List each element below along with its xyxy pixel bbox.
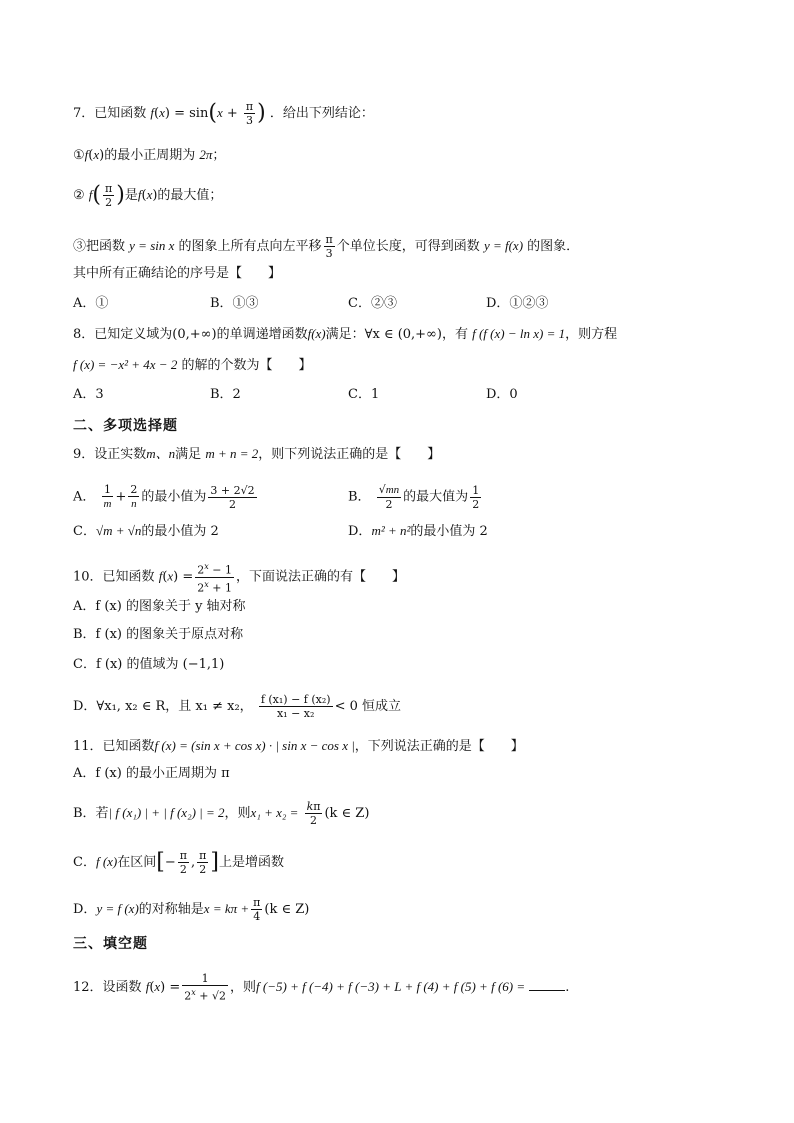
c2-text: 是 [124,188,138,203]
q11-c-frac2: $\frac{\pi}{2}$ [199,849,207,876]
q9-option-d [348,522,488,541]
q11-c-label: C． [73,855,96,870]
q7-conclusion-1: ①f(x)的最小正周期为 2π； [73,147,226,163]
q7-stem-text: 7．已知函数 [73,106,147,121]
c3-text: ③把函数 [73,239,126,254]
q11-stem [73,737,524,756]
q12-text: 12．设函数 [73,979,142,995]
q9-d-text: 的最小值为 2 [410,524,488,539]
q9-d-expr: m² + n² [371,523,411,538]
q9-b-label: B． [348,489,371,505]
q10-option-b: B．f (x) 的图象关于原点对称 [73,627,244,642]
q9-vars: m、n [146,446,176,461]
q8-cond: f (f (x) − ln x) = 1 [472,326,566,341]
q8-text: 8．已知定义域为 [73,327,173,342]
q12-text2: ，则 [230,979,257,995]
q9-d-label: D． [348,524,372,539]
section-heading-multi: 二、多项选择题 [73,418,178,434]
c1-text: 的最小正周期为 [104,148,196,163]
q11-option-d [73,896,309,923]
q11-d-kz: (k ∈ Z) [264,902,310,917]
q11-d-label: D． [73,902,97,917]
q10-text: 10．已知函数 [73,569,155,585]
q9-option-c [73,522,219,541]
q9-b-text: 的最大值为 [403,489,469,505]
q7-option-d: D．①②③ [486,296,549,311]
c1-end: ； [212,148,226,163]
q7-func: f [150,105,155,120]
q9-text3: ，则下列说法正确的是【 】 [258,447,441,462]
q11-option-a: A．f (x) 的最小正周期为 π [73,766,230,781]
q10-option-d [73,693,401,720]
q8-option-b: B．2 [210,387,241,402]
q9-option-b [348,483,483,511]
q7-conclusion-3 [73,233,579,260]
c3-text2: 的图象上所有点向左平移 [178,239,322,254]
q8-option-d: D．0 [486,387,518,402]
q10-option-c: C．f (x) 的值域为 (−1,1) [73,657,225,672]
q11-option-c: C．f (x)在区间[− $\frac{\pi}{2}$ , $\frac{\pi}{2}$ ]上是增函数 [73,849,284,876]
q8-domain: (0,+∞) [172,327,217,342]
q11-b-text: B．若 [73,806,109,821]
q9-b-frac: $\frac{√mn}{2}$ [378,483,400,511]
circled-1: ① [73,148,85,163]
q12-sum: f (−5) + f (−4) + f (−3) + L + f (4) + f (5) + f (6) = [256,978,526,994]
q11-c-fx: f (x) [95,854,118,869]
q8-text2: 的单调递增函数 [216,327,308,342]
q12-frac: $\frac{1}{2^x + √2}$ [184,972,227,1003]
q9-c-expr: √m + √n [95,523,142,538]
q7-stem: 7．已知函数 f(x) = sin(x + $\frac{\pi}{3}$ ) ．给出下列结论： [73,100,374,127]
q9-c-label: C． [73,524,96,539]
q9-a-text: 的最小值为 [141,489,207,505]
q10-d-text: D．∀x₁, x₂ ∈ R，且 x₁ ≠ x₂， [73,699,253,714]
c3-sinx: y = sin x [129,238,175,253]
q11-c-text2: 上是增函数 [218,855,284,870]
q9-stem [73,445,440,464]
q9-text: 9．设正实数 [73,447,147,462]
q8-text4: ，则方程 [565,327,618,342]
q10-d-frac: $\frac{\text{f (x₁) − f (x₂)}}{\text{x₁ − x₂}}$ [260,693,331,720]
q10-option-a: A．f (x) 的图象关于 y 轴对称 [73,599,246,614]
q10-frac: $\frac{2^x - 1}{2^x + 1}$ [197,562,233,595]
q11-d-fx: y = f (x) [96,901,139,916]
q11-b-text2: ，则 [224,806,251,821]
q9-cond: m + n = 2 [205,446,259,461]
c3-frac: $\frac{\pi}{3}$ [325,233,333,260]
c2-text2: 的最大值； [157,188,223,203]
q10-text2: ，下面说法正确的有【 】 [236,569,406,585]
q9-text2: 满足 [175,447,202,462]
q11-text: 11．已知函数 [73,739,155,754]
q12-answer-blank[interactable] [529,978,565,991]
q8-option-c: C．1 [348,387,380,402]
c3-fx: y = f(x) [483,238,524,253]
q11-b-sum: x₁ + x₂ = [250,805,299,820]
q7-option-c: C．②③ [348,296,397,311]
q9-a-frac2: $\frac{2}{n}$ [130,483,138,510]
q11-d-frac: $\frac{\pi}{4}$ [253,896,261,923]
q8-fx: f(x) [307,326,326,341]
q8-stem [73,325,617,344]
circled-2: ② [73,188,85,203]
q11-b-kz: (k ∈ Z) [324,806,370,821]
q7-option-b: B．①③ [210,296,259,311]
q8-text3: 满足：∀x ∈ (0,+∞)，有 [325,327,468,342]
q10-d-text2: < 0 恒成立 [334,699,401,714]
q12-period: . [565,979,570,995]
q7-frac-pi3: $\frac{\pi}{3}$ [245,100,254,127]
q9-a-value: $\frac{3 + 2√2}{2}$ [210,483,255,511]
c3-text3: 个单位长度，可得到函数 [336,239,480,254]
q8-stem-line2 [73,356,311,375]
q11-b-cond: | f (x₁) | + | f (x₂) | = 2 [108,805,225,820]
q9-b-value: $\frac{1}{2}$ [472,483,480,511]
q7-option-a: A．① [73,296,109,311]
q10-stem: 10．已知函数 f(x) = $\frac{2^x - 1}{2^x + 1}$ ，下面说法正确的有【 】 [73,562,406,595]
q7-stem-text2: ．给出下列结论： [269,106,374,121]
q8-option-a: A．3 [73,387,104,402]
q11-d-axis: x = kπ + [203,901,250,916]
q9-c-text: 的最小值为 2 [141,524,219,539]
q11-text2: ，下列说法正确的是【 】 [354,739,524,754]
q7-ask: 其中所有正确结论的序号是【 】 [73,266,282,281]
q11-c-frac1: $\frac{\pi}{2}$ [179,849,187,876]
q9-option-a: A． $\frac{1}{m}$ + $\frac{2}{n}$ 的最小值为 $\frac{3 + 2√2}{2}$ [73,483,255,511]
q7-conclusion-2: ② f( $\frac{\pi}{2}$ )是f(x)的最大值； [73,182,223,209]
q11-c-text: 在区间 [117,855,157,870]
q9-a-label: A． [73,489,96,505]
c1-period: 2π [199,147,213,162]
c2-frac: $\frac{\pi}{2}$ [105,182,113,209]
q11-func: f (x) = (sin x + cos x) · | sin x − cos x | [154,738,355,753]
q9-a-frac1: $\frac{1}{m}$ [103,483,112,510]
section-heading-fill: 三、填空题 [73,936,148,952]
q11-b-frac: $\frac{k\pi}{2}$ [306,800,321,827]
q11-d-text: 的对称轴是 [138,902,204,917]
q11-option-b [73,800,369,827]
q12-stem: 12．设函数 f(x) = $\frac{1}{2^x + √2}$ ，则f (−5) + f (−4) + f (−3) + L + f (4) + f (5) + f (6) = . [73,972,570,1003]
q8-equation: f (x) = −x² + 4x − 2 [73,357,178,372]
c3-text4: 的图象． [527,239,580,254]
q8-text5: 的解的个数为【 】 [181,358,312,373]
